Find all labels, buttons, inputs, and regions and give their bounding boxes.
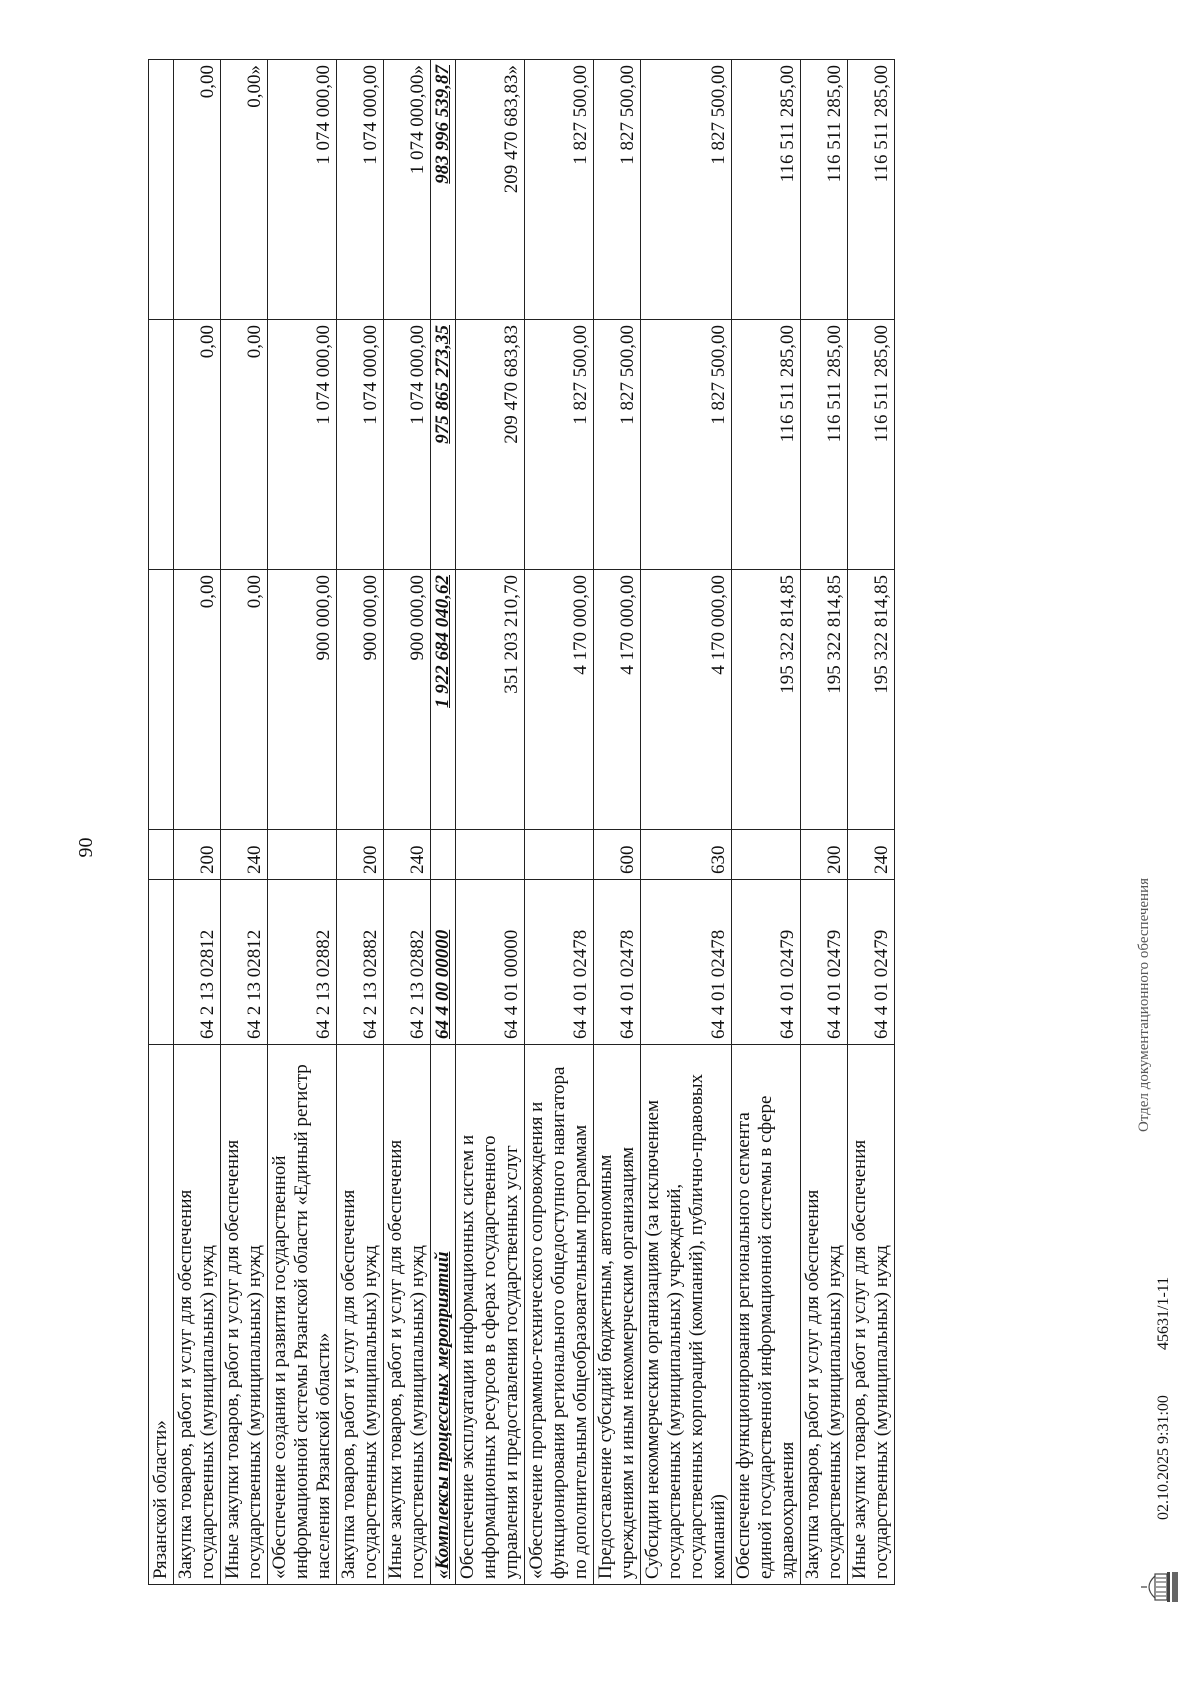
row-name-cell [732, 1045, 801, 1585]
row-value-2026-cell [221, 320, 268, 570]
table-row [594, 60, 641, 1585]
row-name-text: Рязанской области» [150, 1420, 171, 1579]
row-value-2027-text: 209 470 683,83» [501, 65, 522, 194]
duma-emblem-icon [1137, 1564, 1183, 1610]
row-code-text: 64 2 13 02882 [407, 929, 428, 1039]
row-kvr-cell [456, 830, 525, 880]
row-value-2027-cell [431, 60, 456, 320]
row-kvr-cell [268, 830, 337, 880]
row-value-2026-cell [149, 320, 174, 570]
row-code-text: 64 4 01 00000 [501, 929, 522, 1039]
row-value-2026-cell [337, 320, 384, 570]
row-code-text: 64 2 13 02882 [360, 929, 381, 1039]
row-value-2025-text: 0,00 [244, 575, 265, 609]
table-body [149, 60, 895, 1585]
row-value-2025-cell [848, 570, 895, 830]
table-row [384, 60, 431, 1585]
row-name-cell [221, 1045, 268, 1585]
footer-department-stamp: Отдел документационного обеспечения [1136, 877, 1152, 1133]
row-value-2025-cell [268, 570, 337, 830]
row-name-cell [431, 1045, 456, 1585]
row-value-2025-text: 1 922 684 040,62 [432, 575, 453, 708]
row-code-text: 64 4 01 02479 [824, 929, 845, 1039]
row-value-2026-text: 116 511 285,00 [777, 325, 798, 443]
row-code-text: 64 2 13 02812 [197, 929, 218, 1039]
row-kvr-cell [221, 830, 268, 880]
row-value-2027-text: 116 511 285,00 [777, 65, 798, 183]
row-name-cell [174, 1045, 221, 1585]
row-name-text: «Обеспечение программно-технического сопровождения и функционирования регионального общедоступного навигатора по дополнительным общеобразовательным программам [526, 1066, 591, 1579]
row-name-text: Закупка товаров, работ и услуг для обеспечения государственных (муниципальных) нужд [175, 1189, 218, 1579]
row-value-2026-text: 975 865 273,35 [432, 325, 453, 444]
row-name-cell [456, 1045, 525, 1585]
row-value-2027-text: 1 827 500,00 [570, 65, 591, 165]
row-code-text: 64 2 13 02812 [244, 929, 265, 1039]
row-value-2026-cell [174, 320, 221, 570]
row-code-cell [149, 880, 174, 1045]
row-value-2025-text: 900 000,00 [407, 575, 428, 661]
row-name-text: «Обеспечение создания и развития государственной информационной системы Рязанской области «Единый регистр населения Рязанской области» [269, 1064, 334, 1579]
row-value-2025-text: 900 000,00 [313, 575, 334, 661]
row-value-2027-cell [732, 60, 801, 320]
table-row [431, 60, 456, 1585]
table-row [732, 60, 801, 1585]
row-value-2026-text: 1 827 500,00 [708, 325, 729, 425]
row-name-cell [801, 1045, 848, 1585]
row-value-2026-text: 1 074 000,00 [313, 325, 334, 425]
row-code-text: 64 4 00 00000 [432, 929, 453, 1039]
row-value-2025-cell [337, 570, 384, 830]
row-code-text: 64 4 01 02478 [708, 929, 729, 1039]
footer-doc-number: 45631/1-11 [1155, 1276, 1172, 1350]
row-kvr-text: 200 [360, 845, 381, 874]
table-row [268, 60, 337, 1585]
row-name-cell [337, 1045, 384, 1585]
row-value-2026-cell [594, 320, 641, 570]
row-kvr-text: 200 [824, 845, 845, 874]
row-value-2026-cell [848, 320, 895, 570]
row-value-2026-text: 0,00 [244, 325, 265, 359]
row-code-text: 64 4 01 02478 [570, 929, 591, 1039]
row-code-cell [221, 880, 268, 1045]
row-value-2027-text: 116 511 285,00 [871, 65, 892, 183]
table-row [848, 60, 895, 1585]
row-code-cell [801, 880, 848, 1045]
row-value-2027-text: 983 996 539,87 [432, 65, 453, 184]
row-value-2025-text: 4 170 000,00 [617, 575, 638, 675]
row-value-2025-cell [384, 570, 431, 830]
row-value-2025-cell [456, 570, 525, 830]
row-name-text: Иные закупки товаров, работ и услуг для обеспечения государственных (муниципальных) нужд [849, 1139, 892, 1579]
row-value-2026-cell [268, 320, 337, 570]
table-row [525, 60, 594, 1585]
row-code-cell [431, 880, 456, 1045]
row-value-2026-cell [525, 320, 594, 570]
row-kvr-text: 630 [708, 845, 729, 874]
row-value-2026-cell [641, 320, 732, 570]
row-code-cell [268, 880, 337, 1045]
row-value-2025-cell [525, 570, 594, 830]
row-value-2027-cell [594, 60, 641, 320]
row-value-2027-text: 0,00» [244, 65, 265, 108]
row-kvr-cell [732, 830, 801, 880]
row-kvr-cell [337, 830, 384, 880]
row-code-cell [732, 880, 801, 1045]
row-value-2026-text: 0,00 [197, 325, 218, 359]
table-row [456, 60, 525, 1585]
table-row [801, 60, 848, 1585]
row-kvr-cell [801, 830, 848, 880]
row-name-text: Обеспечение функционирования регионального сегмента единой государственной информационной системы в сфере здравоохранения [733, 1095, 798, 1579]
row-name-text: Закупка товаров, работ и услуг для обеспечения государственных (муниципальных) нужд [802, 1189, 845, 1579]
row-name-cell [594, 1045, 641, 1585]
row-value-2027-text: 1 074 000,00 [360, 65, 381, 165]
row-name-cell [848, 1045, 895, 1585]
row-kvr-text: 240 [407, 845, 428, 874]
row-kvr-cell [174, 830, 221, 880]
row-value-2026-cell [431, 320, 456, 570]
row-kvr-cell [384, 830, 431, 880]
row-value-2026-text: 1 827 500,00 [570, 325, 591, 425]
row-name-text: Закупка товаров, работ и услуг для обеспечения государственных (муниципальных) нужд [338, 1189, 381, 1579]
row-name-cell [384, 1045, 431, 1585]
row-name-cell [641, 1045, 732, 1585]
row-code-text: 64 4 01 02478 [617, 929, 638, 1039]
row-value-2027-cell [174, 60, 221, 320]
table-row [641, 60, 732, 1585]
row-value-2025-text: 351 203 210,70 [501, 575, 522, 694]
row-value-2027-cell [221, 60, 268, 320]
row-value-2026-text: 1 827 500,00 [617, 325, 638, 425]
budget-table [148, 59, 895, 1585]
page-number: 90 [75, 837, 97, 858]
table-row [174, 60, 221, 1585]
row-code-cell [174, 880, 221, 1045]
row-name-text: Иные закупки товаров, работ и услуг для обеспечения государственных (муниципальных) нужд [385, 1139, 428, 1579]
row-code-cell [456, 880, 525, 1045]
row-code-cell [594, 880, 641, 1045]
row-value-2027-text: 1 827 500,00 [617, 65, 638, 165]
row-kvr-cell [149, 830, 174, 880]
row-name-text: Субсидии некоммерческим организациям (за исключением государственных (муниципальных) учреждений, государственных корпораций (компаний), публично-правовых компаний) [642, 1073, 729, 1579]
row-name-text: Обеспечение эксплуатации информационных систем и информационных ресурсов в сферах государственного управления и предоставления государственных услуг [457, 1134, 522, 1579]
row-value-2025-text: 4 170 000,00 [570, 575, 591, 675]
row-value-2027-cell [268, 60, 337, 320]
row-value-2026-text: 1 074 000,00 [360, 325, 381, 425]
row-value-2027-text: 116 511 285,00 [824, 65, 845, 183]
row-value-2025-text: 195 322 814,85 [871, 575, 892, 694]
table-row [337, 60, 384, 1585]
row-name-text: «Комплексы процессных мероприятий [432, 1251, 453, 1579]
row-kvr-text: 240 [244, 845, 265, 874]
row-name-text: Иные закупки товаров, работ и услуг для обеспечения государственных (муниципальных) нужд [222, 1139, 265, 1579]
row-code-cell [525, 880, 594, 1045]
row-code-text: 64 2 13 02882 [313, 929, 334, 1039]
row-value-2025-cell [594, 570, 641, 830]
row-code-cell [337, 880, 384, 1045]
row-name-cell [149, 1045, 174, 1585]
row-value-2026-cell [732, 320, 801, 570]
row-value-2025-cell [732, 570, 801, 830]
row-value-2027-text: 1 074 000,00 [313, 65, 334, 165]
row-name-cell [525, 1045, 594, 1585]
row-value-2027-cell [641, 60, 732, 320]
row-kvr-text: 600 [617, 845, 638, 874]
row-value-2026-cell [801, 320, 848, 570]
row-value-2027-cell [337, 60, 384, 320]
row-value-2025-cell [641, 570, 732, 830]
row-value-2025-text: 4 170 000,00 [708, 575, 729, 675]
row-value-2025-cell [174, 570, 221, 830]
row-value-2027-text: 0,00 [197, 65, 218, 99]
row-code-cell [641, 880, 732, 1045]
table-row [221, 60, 268, 1585]
row-value-2027-cell [801, 60, 848, 320]
row-value-2026-cell [456, 320, 525, 570]
row-value-2027-cell [848, 60, 895, 320]
row-value-2027-cell [525, 60, 594, 320]
row-value-2027-cell [384, 60, 431, 320]
row-value-2025-text: 195 322 814,85 [777, 575, 798, 694]
row-kvr-text: 240 [871, 845, 892, 874]
row-kvr-cell [594, 830, 641, 880]
row-value-2025-cell [221, 570, 268, 830]
row-value-2026-text: 209 470 683,83 [501, 325, 522, 444]
row-value-2026-text: 116 511 285,00 [871, 325, 892, 443]
row-kvr-cell [848, 830, 895, 880]
row-value-2025-text: 0,00 [197, 575, 218, 609]
row-value-2025-cell [801, 570, 848, 830]
row-value-2027-cell [456, 60, 525, 320]
row-kvr-text: 200 [197, 845, 218, 874]
row-value-2025-text: 900 000,00 [360, 575, 381, 661]
row-code-text: 64 4 01 02479 [777, 929, 798, 1039]
row-kvr-cell [431, 830, 456, 880]
row-value-2027-text: 1 074 000,00» [407, 65, 428, 175]
row-value-2026-text: 1 074 000,00 [407, 325, 428, 425]
row-value-2026-cell [384, 320, 431, 570]
row-code-cell [384, 880, 431, 1045]
row-kvr-cell [525, 830, 594, 880]
row-name-text: Предоставление субсидий бюджетным, автономным учреждениям и иным некоммерческим организациям [595, 1146, 638, 1579]
row-code-cell [848, 880, 895, 1045]
row-value-2025-text: 195 322 814,85 [824, 575, 845, 694]
row-value-2027-cell [149, 60, 174, 320]
row-value-2026-text: 116 511 285,00 [824, 325, 845, 443]
row-value-2027-text: 1 827 500,00 [708, 65, 729, 165]
row-value-2025-cell [431, 570, 456, 830]
row-name-cell [268, 1045, 337, 1585]
row-code-text: 64 4 01 02479 [871, 929, 892, 1039]
page-footer [1115, 0, 1195, 1695]
table-row [149, 60, 174, 1585]
footer-date: 02.10.2025 9:31:00 [1155, 1395, 1172, 1520]
row-kvr-cell [641, 830, 732, 880]
row-value-2025-cell [149, 570, 174, 830]
